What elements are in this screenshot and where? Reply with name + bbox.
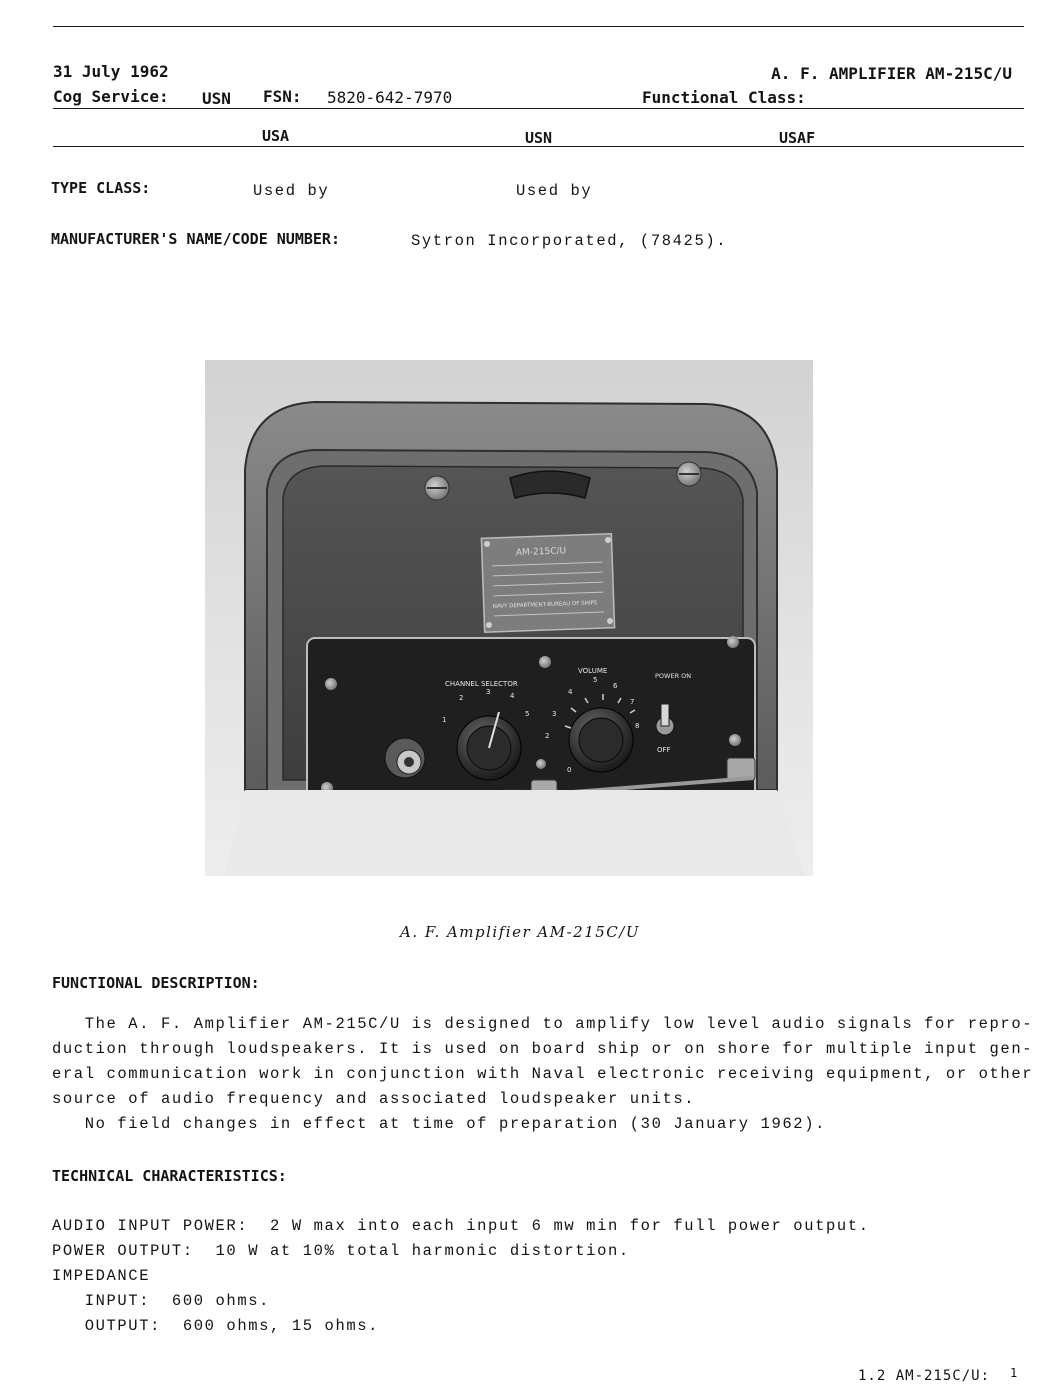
svg-text:3: 3 (486, 688, 491, 696)
channel-selector-label: CHANNEL SELECTOR (445, 680, 518, 688)
svg-text:2: 2 (545, 732, 550, 740)
impedance-output: OUTPUT: 600 ohms, 15 ohms. (52, 1317, 380, 1335)
service-usn: USN (525, 129, 553, 147)
services-rule (53, 146, 1024, 147)
document-title: A. F. AMPLIFIER AM-215C/U (771, 64, 1012, 83)
impedance-input: INPUT: 600 ohms. (52, 1292, 271, 1310)
svg-text:1: 1 (442, 716, 447, 724)
fsn-value: 5820-642-7970 (327, 88, 453, 107)
volume-label: VOLUME (578, 667, 608, 675)
cog-service-value: USN (202, 89, 231, 108)
fsn-label: FSN: (263, 87, 302, 106)
type-class-usn-value: Used by (516, 182, 593, 200)
svg-text:4: 4 (568, 688, 573, 696)
svg-text:2: 2 (459, 694, 464, 702)
service-usa: USA (262, 127, 290, 145)
functional-description-line: eral communication work in conjunction with Naval electronic receiving equipment, or other (52, 1065, 1034, 1083)
manufacturer-label: MANUFACTURER'S NAME/CODE NUMBER: (51, 230, 340, 248)
functional-class-label: Functional Class: (642, 88, 806, 107)
top-rule (53, 26, 1024, 27)
photo-caption: A. F. Amplifier AM-215C/U (400, 923, 640, 941)
svg-text:4: 4 (510, 692, 515, 700)
footer-page-ref: 1.2 AM-215C/U: (858, 1368, 991, 1384)
power-output: POWER OUTPUT: 10 W at 10% total harmonic distortion. (52, 1242, 630, 1260)
field-changes-note: No field changes in effect at time of preparation (30 January 1962). (52, 1115, 827, 1133)
off-label: OFF (657, 746, 671, 754)
service-usaf: USAF (779, 129, 816, 147)
functional-description-body (52, 1012, 1033, 1137)
svg-text:6: 6 (613, 682, 618, 690)
nameplate-line1: AM-215C/U (515, 546, 567, 559)
technical-characteristics-heading: TECHNICAL CHARACTERISTICS: (52, 1167, 287, 1185)
svg-text:7: 7 (630, 698, 635, 706)
amplifier-photo (205, 360, 813, 876)
audio-input-power: AUDIO INPUT POWER: 2 W max into each input 6 mw min for full power output. (52, 1217, 870, 1235)
functional-description-line: source of audio frequency and associated loudspeaker units. (52, 1090, 696, 1108)
functional-description-heading: FUNCTIONAL DESCRIPTION: (52, 974, 260, 992)
nameplate-line2: NAVY DEPARTMENT-BUREAU OF SHIPS (492, 600, 598, 610)
header-rule (53, 108, 1024, 109)
svg-text:3: 3 (552, 710, 557, 718)
technical-characteristics-body (52, 1214, 870, 1339)
svg-text:5: 5 (525, 710, 530, 718)
type-class-usa-value: Used by (253, 182, 330, 200)
manufacturer-value: Sytron Incorporated, (78425). (411, 232, 728, 250)
functional-description-line: The A. F. Amplifier AM-215C/U is designed to amplify low level audio signals for repro- (52, 1015, 1034, 1033)
impedance-heading: IMPEDANCE (52, 1267, 151, 1285)
date: 31 July 1962 (53, 62, 169, 81)
power-on-label: POWER ON (655, 672, 692, 680)
svg-text:0: 0 (567, 766, 572, 774)
cog-service-label: Cog Service: (53, 87, 169, 106)
svg-text:5: 5 (593, 676, 598, 684)
svg-text:8: 8 (635, 722, 640, 730)
functional-description-line: duction through loudspeakers. It is used on board ship or on shore for multiple input gen- (52, 1040, 1034, 1058)
footer-page-number: 1 (1010, 1366, 1018, 1380)
type-class-label: TYPE CLASS: (51, 179, 151, 197)
